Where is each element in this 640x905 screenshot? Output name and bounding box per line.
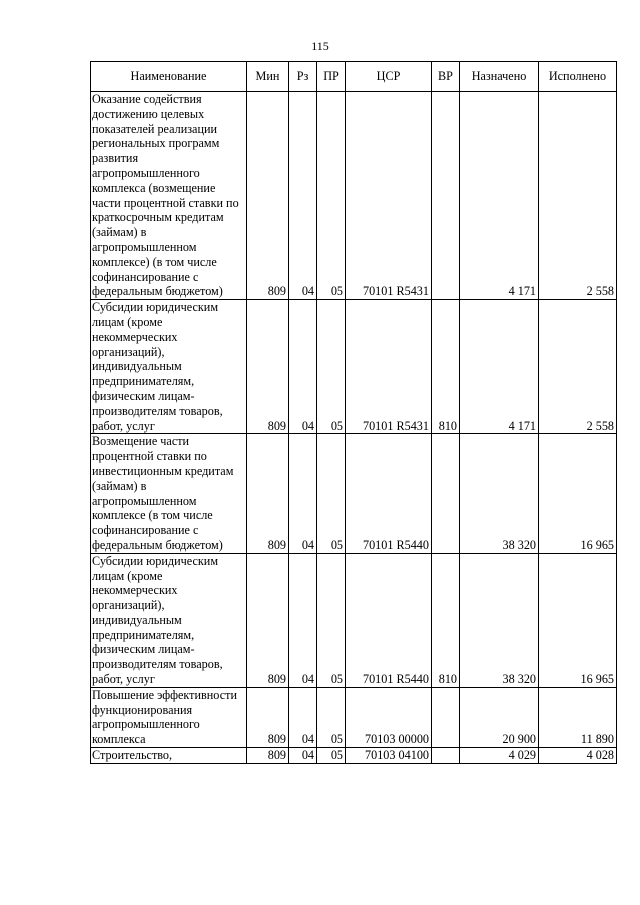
row-min: 809 xyxy=(247,92,289,300)
row-pr: 05 xyxy=(317,300,346,434)
row-nazn: 20 900 xyxy=(460,687,539,747)
header-csr: ЦСР xyxy=(346,62,432,92)
header-min: Мин xyxy=(247,62,289,92)
table-row xyxy=(91,748,617,764)
row-csr: 70101 R5440 xyxy=(346,434,432,553)
page-number: 115 xyxy=(311,39,329,53)
row-pr: 05 xyxy=(317,553,346,687)
row-csr: 70103 04100 xyxy=(346,748,432,764)
row-vr xyxy=(432,92,460,300)
row-csr: 70101 R5440 xyxy=(346,553,432,687)
row-csr: 70103 00000 xyxy=(346,687,432,747)
row-nazn: 38 320 xyxy=(460,553,539,687)
row-pr: 05 xyxy=(317,748,346,764)
table-row xyxy=(91,300,617,434)
header-rz: Рз xyxy=(289,62,317,92)
row-vr: 810 xyxy=(432,553,460,687)
budget-table xyxy=(90,61,617,764)
row-min: 809 xyxy=(247,748,289,764)
row-vr xyxy=(432,434,460,553)
row-nazn: 4 029 xyxy=(460,748,539,764)
row-pr: 05 xyxy=(317,434,346,553)
row-min: 809 xyxy=(247,687,289,747)
row-name: Субсидии юридическим лицам (кроме некоммерческих организаций), индивидуальным предпринимателям, физическим лицам-производителям товаров, работ, услуг xyxy=(91,553,247,687)
row-nazn: 4 171 xyxy=(460,300,539,434)
row-name: Повышение эффективности функционирования агропромышленного комплекса xyxy=(91,687,247,747)
row-nazn: 38 320 xyxy=(460,434,539,553)
table-row xyxy=(91,553,617,687)
row-pr: 05 xyxy=(317,687,346,747)
row-name: Строительство, xyxy=(91,748,247,764)
header-isp: Исполнено xyxy=(539,62,617,92)
row-csr: 70101 R5431 xyxy=(346,300,432,434)
row-isp: 11 890 xyxy=(539,687,617,747)
row-rz: 04 xyxy=(289,553,317,687)
table-row xyxy=(91,434,617,553)
header-nazn: Назначено xyxy=(460,62,539,92)
row-isp: 2 558 xyxy=(539,300,617,434)
header-vr: ВР xyxy=(432,62,460,92)
header-pr: ПР xyxy=(317,62,346,92)
row-rz: 04 xyxy=(289,748,317,764)
row-rz: 04 xyxy=(289,687,317,747)
table-row xyxy=(91,687,617,747)
row-isp: 4 028 xyxy=(539,748,617,764)
row-isp: 16 965 xyxy=(539,553,617,687)
table-header-row xyxy=(91,62,617,92)
row-name: Возмещение части процентной ставки по инвестиционным кредитам (займам) в агропромышленном комплексе (в том числе софинансирование с федеральным бюджетом) xyxy=(91,434,247,553)
header-name: Наименование xyxy=(91,62,247,92)
row-csr: 70101 R5431 xyxy=(346,92,432,300)
row-min: 809 xyxy=(247,300,289,434)
row-vr xyxy=(432,687,460,747)
row-vr xyxy=(432,748,460,764)
row-pr: 05 xyxy=(317,92,346,300)
row-name: Субсидии юридическим лицам (кроме некоммерческих организаций), индивидуальным предпринимателям, физическим лицам-производителям товаров, работ, услуг xyxy=(91,300,247,434)
row-rz: 04 xyxy=(289,300,317,434)
row-min: 809 xyxy=(247,434,289,553)
row-rz: 04 xyxy=(289,92,317,300)
row-name: Оказание содействия достижению целевых показателей реализации региональных программ развития агропромышленного комплекса (возмещение части процентной ставки по краткосрочным кредитам (займам) в агропромышленном комплексе) (в том числе софинансирование с федеральным бюджетом) xyxy=(91,92,247,300)
row-vr: 810 xyxy=(432,300,460,434)
row-isp: 2 558 xyxy=(539,92,617,300)
row-isp: 16 965 xyxy=(539,434,617,553)
row-min: 809 xyxy=(247,553,289,687)
row-nazn: 4 171 xyxy=(460,92,539,300)
table-row xyxy=(91,92,617,300)
row-rz: 04 xyxy=(289,434,317,553)
